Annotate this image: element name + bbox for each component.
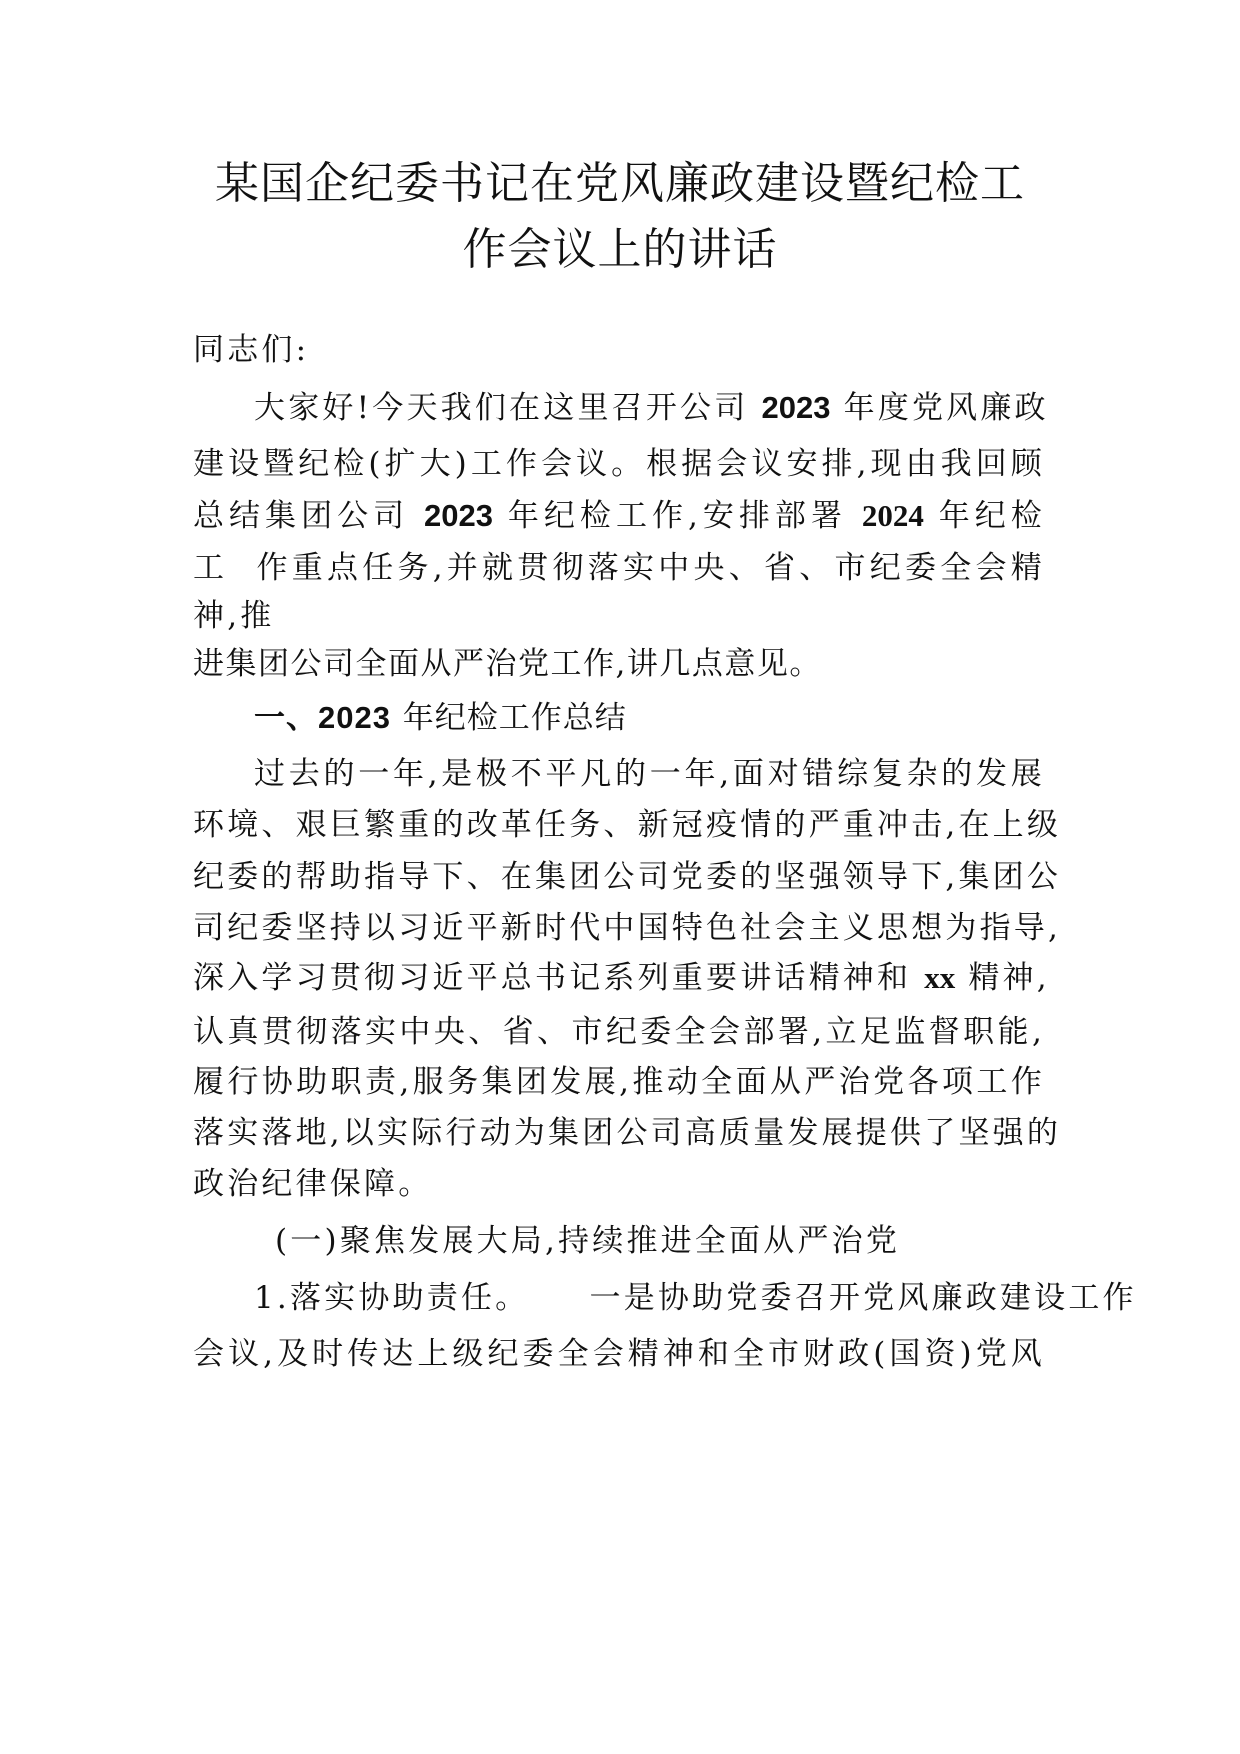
- summary-placeholder: xx: [924, 960, 956, 995]
- intro-text: 年纪检工作,安排部署: [507, 498, 847, 534]
- summary-line-5: [193, 956, 1050, 1000]
- section-prefix: 一、: [254, 700, 318, 736]
- intro-year: 2024: [861, 498, 924, 533]
- intro-line-5: 神,推: [193, 598, 275, 634]
- intro-year: 2023: [761, 390, 831, 425]
- summary-line-9: 政治纪律保障。: [193, 1166, 433, 1202]
- document-title-line-2: 作会议上的讲话: [462, 224, 778, 275]
- summary-line-2: 环境、艰巨繁重的改革任务、新冠疫情的严重冲击,在上级: [193, 807, 1062, 843]
- intro-line-2: 建设暨纪检(扩大)工作会议。根据会议安排,现由我回顾: [193, 446, 1045, 482]
- intro-text: 年度党风廉政: [843, 390, 1049, 426]
- intro-line-6: 进集团公司全面从严治党工作,讲几点意见。: [193, 646, 822, 682]
- summary-line-3: 纪委的帮助指导下、在集团公司党委的坚强领导下,集团公: [193, 859, 1062, 895]
- section-year: 2023: [318, 700, 391, 735]
- intro-year: 2023: [424, 498, 493, 533]
- summary-text: 深入学习贯彻习近平总书记系列重要讲话精神和: [193, 960, 912, 996]
- summary-line-8: 落实落地,以实际行动为集团公司高质量发展提供了坚强的: [193, 1115, 1062, 1151]
- summary-line-6: 认真贯彻落实中央、省、市纪委全会部署,立足监督职能,: [193, 1014, 1045, 1050]
- section-title: 年纪检工作总结: [402, 700, 627, 736]
- item-1-line-1: [254, 1276, 1137, 1320]
- summary-line-1: 过去的一年,是极不平凡的一年,面对错综复杂的发展: [254, 756, 1045, 792]
- summary-line-4: 司纪委坚持以习近平新时代中国特色社会主义思想为指导,: [193, 910, 1062, 946]
- intro-text: 年纪检: [938, 498, 1046, 534]
- section-heading-1: [254, 696, 1106, 740]
- subsection-heading-1: (一)聚焦发展大局,持续推进全面从严治党: [275, 1223, 901, 1259]
- document-title-line-1: 某国企纪委书记在党风廉政建设暨纪检工: [215, 158, 1025, 209]
- intro-line-1: [254, 386, 1049, 430]
- intro-line-4: 工 作重点任务,并就贯彻落实中央、省、市纪委全会精: [193, 550, 1045, 586]
- summary-text: 精神,: [968, 960, 1050, 996]
- summary-line-7: 履行协助职责,服务集团发展,推动全面从严治党各项工作: [193, 1064, 1045, 1100]
- item-text: 一是协助党委召开党风廉政建设工作: [589, 1280, 1137, 1316]
- intro-line-3: [193, 494, 1045, 538]
- intro-text: 总结集团公司: [193, 498, 410, 534]
- item-1-line-2: 会议,及时传达上级纪委全会精神和全市财政(国资)党风: [193, 1336, 1045, 1372]
- salutation: 同志们:: [193, 332, 310, 368]
- intro-text: 大家好!今天我们在这里召开公司: [254, 390, 749, 426]
- item-title: 1.落实协助责任。: [254, 1280, 530, 1316]
